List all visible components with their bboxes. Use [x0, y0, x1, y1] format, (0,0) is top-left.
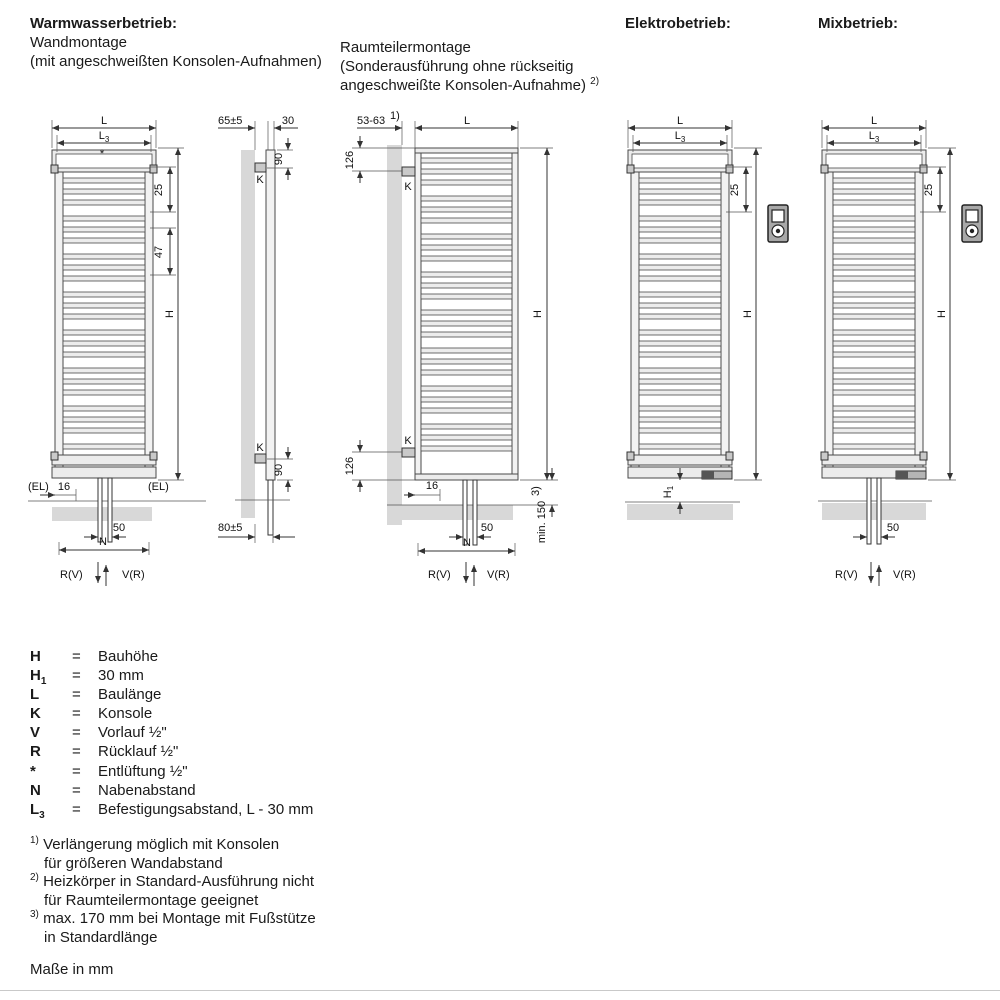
legend-def: Vorlauf ½"	[98, 724, 167, 742]
dim-16: 16	[425, 480, 439, 492]
dim-K: K	[404, 181, 412, 193]
dim-80pm5: 80±5	[218, 522, 243, 534]
dim-L: L	[100, 115, 108, 127]
drawing-wandmontage-side	[218, 115, 298, 543]
warmwasser-title: Warmwasserbetrieb:	[30, 15, 177, 32]
footnote-ref-1: 1)	[390, 110, 400, 122]
console-bracket	[150, 165, 157, 173]
label-EL-left: (EL)	[28, 481, 49, 493]
legend-row: R = Rücklauf ½"	[30, 743, 179, 761]
console-bracket	[821, 165, 828, 173]
legend-row: N = Nabenabstand	[30, 781, 196, 799]
radiator-slats	[63, 178, 145, 449]
console-bracket	[51, 165, 58, 173]
units-note: Maße in mm	[30, 961, 114, 978]
dim-126: 126	[344, 456, 356, 476]
label-vorlauf: V(R)	[487, 569, 510, 581]
warmwasser-subtitle2: (mit angeschweißten Konsolen-Aufnahmen)	[30, 53, 322, 70]
legend-row: K = Konsole	[30, 705, 153, 723]
dim-16: 16	[57, 481, 71, 493]
footnote-1: $^{1)}$ Verlängerung möglich mit Konsolen	[30, 835, 280, 853]
dim-50: 50	[886, 522, 900, 534]
dim-L: L	[463, 115, 471, 127]
drawing-elektro	[625, 115, 788, 520]
console-bracket	[920, 452, 927, 460]
control-unit-icon	[962, 205, 982, 242]
label-EL-right: (EL)	[148, 481, 169, 493]
drawing-raumteiler	[344, 110, 558, 586]
elektro-title: Elektrobetrieb:	[625, 15, 731, 32]
dim-K: K	[256, 442, 264, 454]
legend	[30, 648, 313, 820]
dim-K: K	[404, 435, 412, 447]
control-unit-icon	[768, 205, 788, 242]
dim-47: 47	[153, 245, 165, 259]
console-bracket	[726, 165, 733, 173]
dim-H: H	[936, 310, 948, 318]
radiator-profile	[266, 150, 275, 480]
dim-90: 90	[273, 463, 285, 477]
dim-65pm5: 65±5	[218, 115, 243, 127]
floor-section	[387, 505, 513, 520]
radiator-slats	[421, 158, 512, 451]
dim-N: N	[99, 536, 107, 548]
console-bracket	[51, 452, 58, 460]
console-bracket	[821, 452, 828, 460]
dim-L3: $L_3$	[98, 130, 110, 144]
label-ruecklauf: R(V)	[428, 569, 451, 581]
dim-H: H	[742, 310, 754, 318]
dim-30: 30	[281, 115, 295, 127]
label-ruecklauf: R(V)	[60, 569, 83, 581]
drawing-wandmontage-front	[28, 115, 206, 586]
pipe-flow	[473, 480, 477, 545]
console-bracket	[255, 163, 266, 172]
floor-section	[822, 503, 926, 520]
dim-L: L	[870, 115, 878, 127]
dim-L3: $L_3$	[674, 130, 686, 144]
console-bracket	[402, 167, 415, 176]
legend-def: Entlüftung ½"	[98, 762, 188, 780]
legend-row: V = Vorlauf ½"	[30, 724, 167, 742]
legend-def: Baulänge	[98, 686, 162, 704]
radiator-slats	[639, 178, 721, 449]
dim-53-63: 53-63	[357, 115, 386, 127]
legend-row: * = Entlüftung ½"	[30, 762, 188, 780]
legend-def: Rücklauf ½"	[98, 743, 179, 761]
dim-L3: $L_3$	[868, 130, 880, 144]
pipe-return	[463, 480, 467, 545]
page-divider	[0, 990, 1000, 991]
heating-element-connector	[896, 471, 908, 479]
mix-title: Mixbetrieb:	[818, 15, 899, 32]
dim-K: K	[256, 174, 264, 186]
console-bracket	[627, 165, 634, 173]
pipe-return	[867, 478, 871, 544]
console-bracket	[627, 452, 634, 460]
legend-row: $L_3$ = Befestigungsabstand, L - 30 mm	[30, 800, 314, 821]
console-bracket	[920, 165, 927, 173]
legend-def: Nabenabstand	[98, 781, 196, 799]
raumteiler-line1: Raumteilermontage	[340, 39, 471, 56]
warmwasser-subtitle1: Wandmontage	[30, 34, 128, 51]
footnote-3: $^{3)}$ max. 170 mm bei Montage mit Fußstütze	[30, 909, 316, 928]
pipe-flow	[108, 478, 112, 542]
dim-90: 90	[273, 152, 285, 166]
legend-row: L = Baulänge	[30, 686, 162, 704]
vent-star: *	[99, 148, 105, 160]
dim-25: 25	[923, 183, 935, 197]
heating-element-connector	[702, 471, 714, 479]
pipe-return	[98, 478, 102, 542]
console-bracket	[255, 454, 266, 463]
footnote-2: $^{2)}$ Heizkörper in Standard-Ausführung nicht	[30, 872, 315, 891]
label-vorlauf: V(R)	[893, 569, 916, 581]
dim-25: 25	[729, 183, 741, 197]
dim-126: 126	[344, 150, 356, 170]
raumteiler-line3: angeschweißte Konsolen-Aufnahme) $^{2)}$	[340, 76, 600, 94]
dim-H: H	[164, 310, 176, 318]
console-bracket	[726, 452, 733, 460]
pipe-flow	[877, 478, 881, 544]
dim-25: 25	[153, 183, 165, 197]
radiator-slats	[833, 178, 915, 449]
dim-H: H	[532, 310, 544, 318]
legend-row: H = Bauhöhe	[30, 648, 159, 665]
label-vorlauf: V(R)	[122, 569, 145, 581]
legend-def: Bauhöhe	[98, 648, 159, 665]
console-bracket	[402, 448, 415, 457]
raumteiler-line2: (Sonderausführung ohne rückseitig	[340, 58, 574, 75]
label-ruecklauf: R(V)	[835, 569, 858, 581]
legend-def: 30 mm	[98, 667, 144, 685]
console-bracket	[150, 452, 157, 460]
legend-def: Konsole	[98, 705, 153, 723]
wall-section	[241, 150, 255, 518]
wall-section	[387, 145, 402, 525]
footnote-ref-3: 3)	[530, 486, 542, 496]
dim-L: L	[676, 115, 684, 127]
legend-def: Befestigungsabstand, L - 30 mm	[98, 800, 314, 818]
dim-N: N	[463, 537, 471, 549]
dim-min150: min. 150	[536, 500, 548, 544]
legend-row: $H_1$ = 30 mm	[30, 667, 144, 688]
dim-50: 50	[480, 522, 494, 534]
dim-H1: H1	[662, 485, 675, 499]
raumteiler-footnote-ref: 2)	[590, 76, 600, 87]
footnotes: $^{1)}$ Verlängerung möglich mit Konsolen für größeren Wandabstand $^{2)}$ Heizkörper in Standard-Ausführung nicht für Raumteilermontage geeignet $^{3)}$ max. 170 mm bei Montage mit Fußstütze in Standardlänge	[30, 835, 316, 946]
drawing-mix	[818, 115, 982, 586]
dim-50: 50	[112, 522, 126, 534]
